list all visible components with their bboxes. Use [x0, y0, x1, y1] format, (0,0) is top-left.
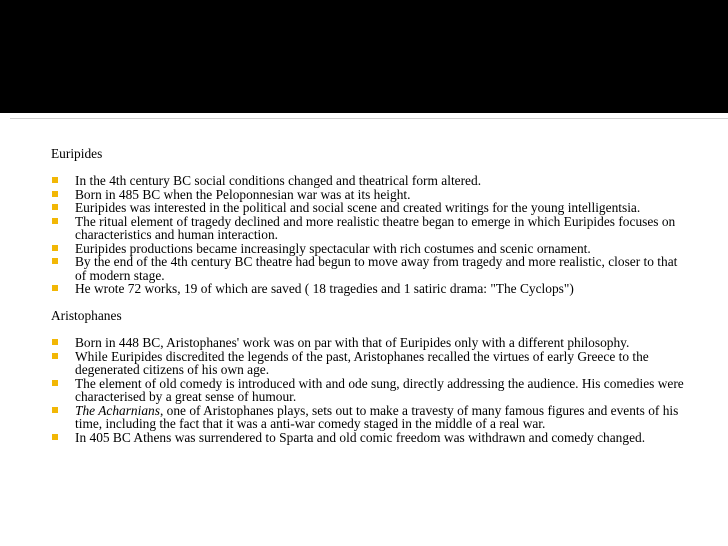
square-bullet-icon: [52, 177, 58, 183]
bullet-text: In 405 BC Athens was surrendered to Sparta and old comic freedom was withdrawn and comedy changed.: [75, 429, 646, 445]
bullet-text: Born in 448 BC, Aristophanes' work was on par with that of Euripides only with a different philosophy.: [75, 335, 630, 350]
bullet-text: The element of old comedy is introduced with and ode sung, directly addressing the audience. His comedies were characterised by a great sense of humour.: [75, 375, 684, 404]
square-bullet-icon: [52, 434, 58, 440]
slide-content: [51, 147, 691, 444]
bullet-text: , one of Aristophanes plays, sets out to make a travesty of many famous figures and events of his time, including the fact that it was a anti-war comedy staged in the middle of a real war.: [75, 402, 679, 431]
euripides-bullet-list: [51, 174, 691, 296]
spacer: [51, 161, 691, 175]
square-bullet-icon: [52, 204, 58, 210]
square-bullet-icon: [52, 407, 58, 413]
bullet-text: In the 4th century BC social conditions changed and theatrical form altered.: [75, 173, 482, 188]
square-bullet-icon: [52, 245, 58, 251]
spacer: [51, 296, 691, 310]
play-title: The Acharnians: [75, 402, 160, 418]
square-bullet-icon: [52, 258, 58, 264]
list-item: [51, 282, 691, 296]
list-item: [51, 188, 691, 202]
square-bullet-icon: [52, 285, 58, 291]
list-item: [51, 174, 691, 188]
list-item: [51, 255, 691, 282]
square-bullet-icon: [52, 353, 58, 359]
spacer: [51, 323, 691, 337]
bullet-text: While Euripides discredited the legends of the past, Aristophanes recalled the virtues of early Greece to the degenerated citizens of his own age.: [75, 348, 649, 377]
list-item: [51, 431, 691, 445]
aristophanes-bullet-list: [51, 336, 691, 444]
bullet-text: Euripides was interested in the political and social scene and created writings for the young intelligentsia.: [75, 200, 641, 215]
list-item: [51, 377, 691, 404]
divider-line: [10, 118, 728, 119]
square-bullet-icon: [52, 339, 58, 345]
list-item: [51, 336, 691, 350]
bullet-text: Born in 485 BC when the Peloponnesian war was at its height.: [75, 186, 411, 202]
bullet-text: By the end of the 4th century BC theatre had begun to move away from tragedy and more realistic, closer to that of modern stage.: [75, 254, 678, 283]
list-item: [51, 350, 691, 377]
title-band: [0, 0, 728, 113]
list-item: [51, 404, 691, 431]
list-item: [51, 242, 691, 256]
bullet-text: The ritual element of tragedy declined and more realistic theatre began to emerge in which Euripides focuses on characteristics and human interaction.: [75, 213, 676, 242]
section-heading-aristophanes: Aristophanes: [51, 308, 122, 323]
square-bullet-icon: [52, 191, 58, 197]
list-item: [51, 215, 691, 242]
section-heading-euripides: Euripides: [51, 146, 103, 161]
square-bullet-icon: [52, 380, 58, 386]
square-bullet-icon: [52, 218, 58, 224]
list-item: [51, 201, 691, 215]
bullet-text: He wrote 72 works, 19 of which are saved ( 18 tragedies and 1 satiric drama: "The Cyclops"): [75, 281, 574, 296]
bullet-text: Euripides productions became increasingly spectacular with rich costumes and scenic ornament.: [75, 240, 591, 256]
